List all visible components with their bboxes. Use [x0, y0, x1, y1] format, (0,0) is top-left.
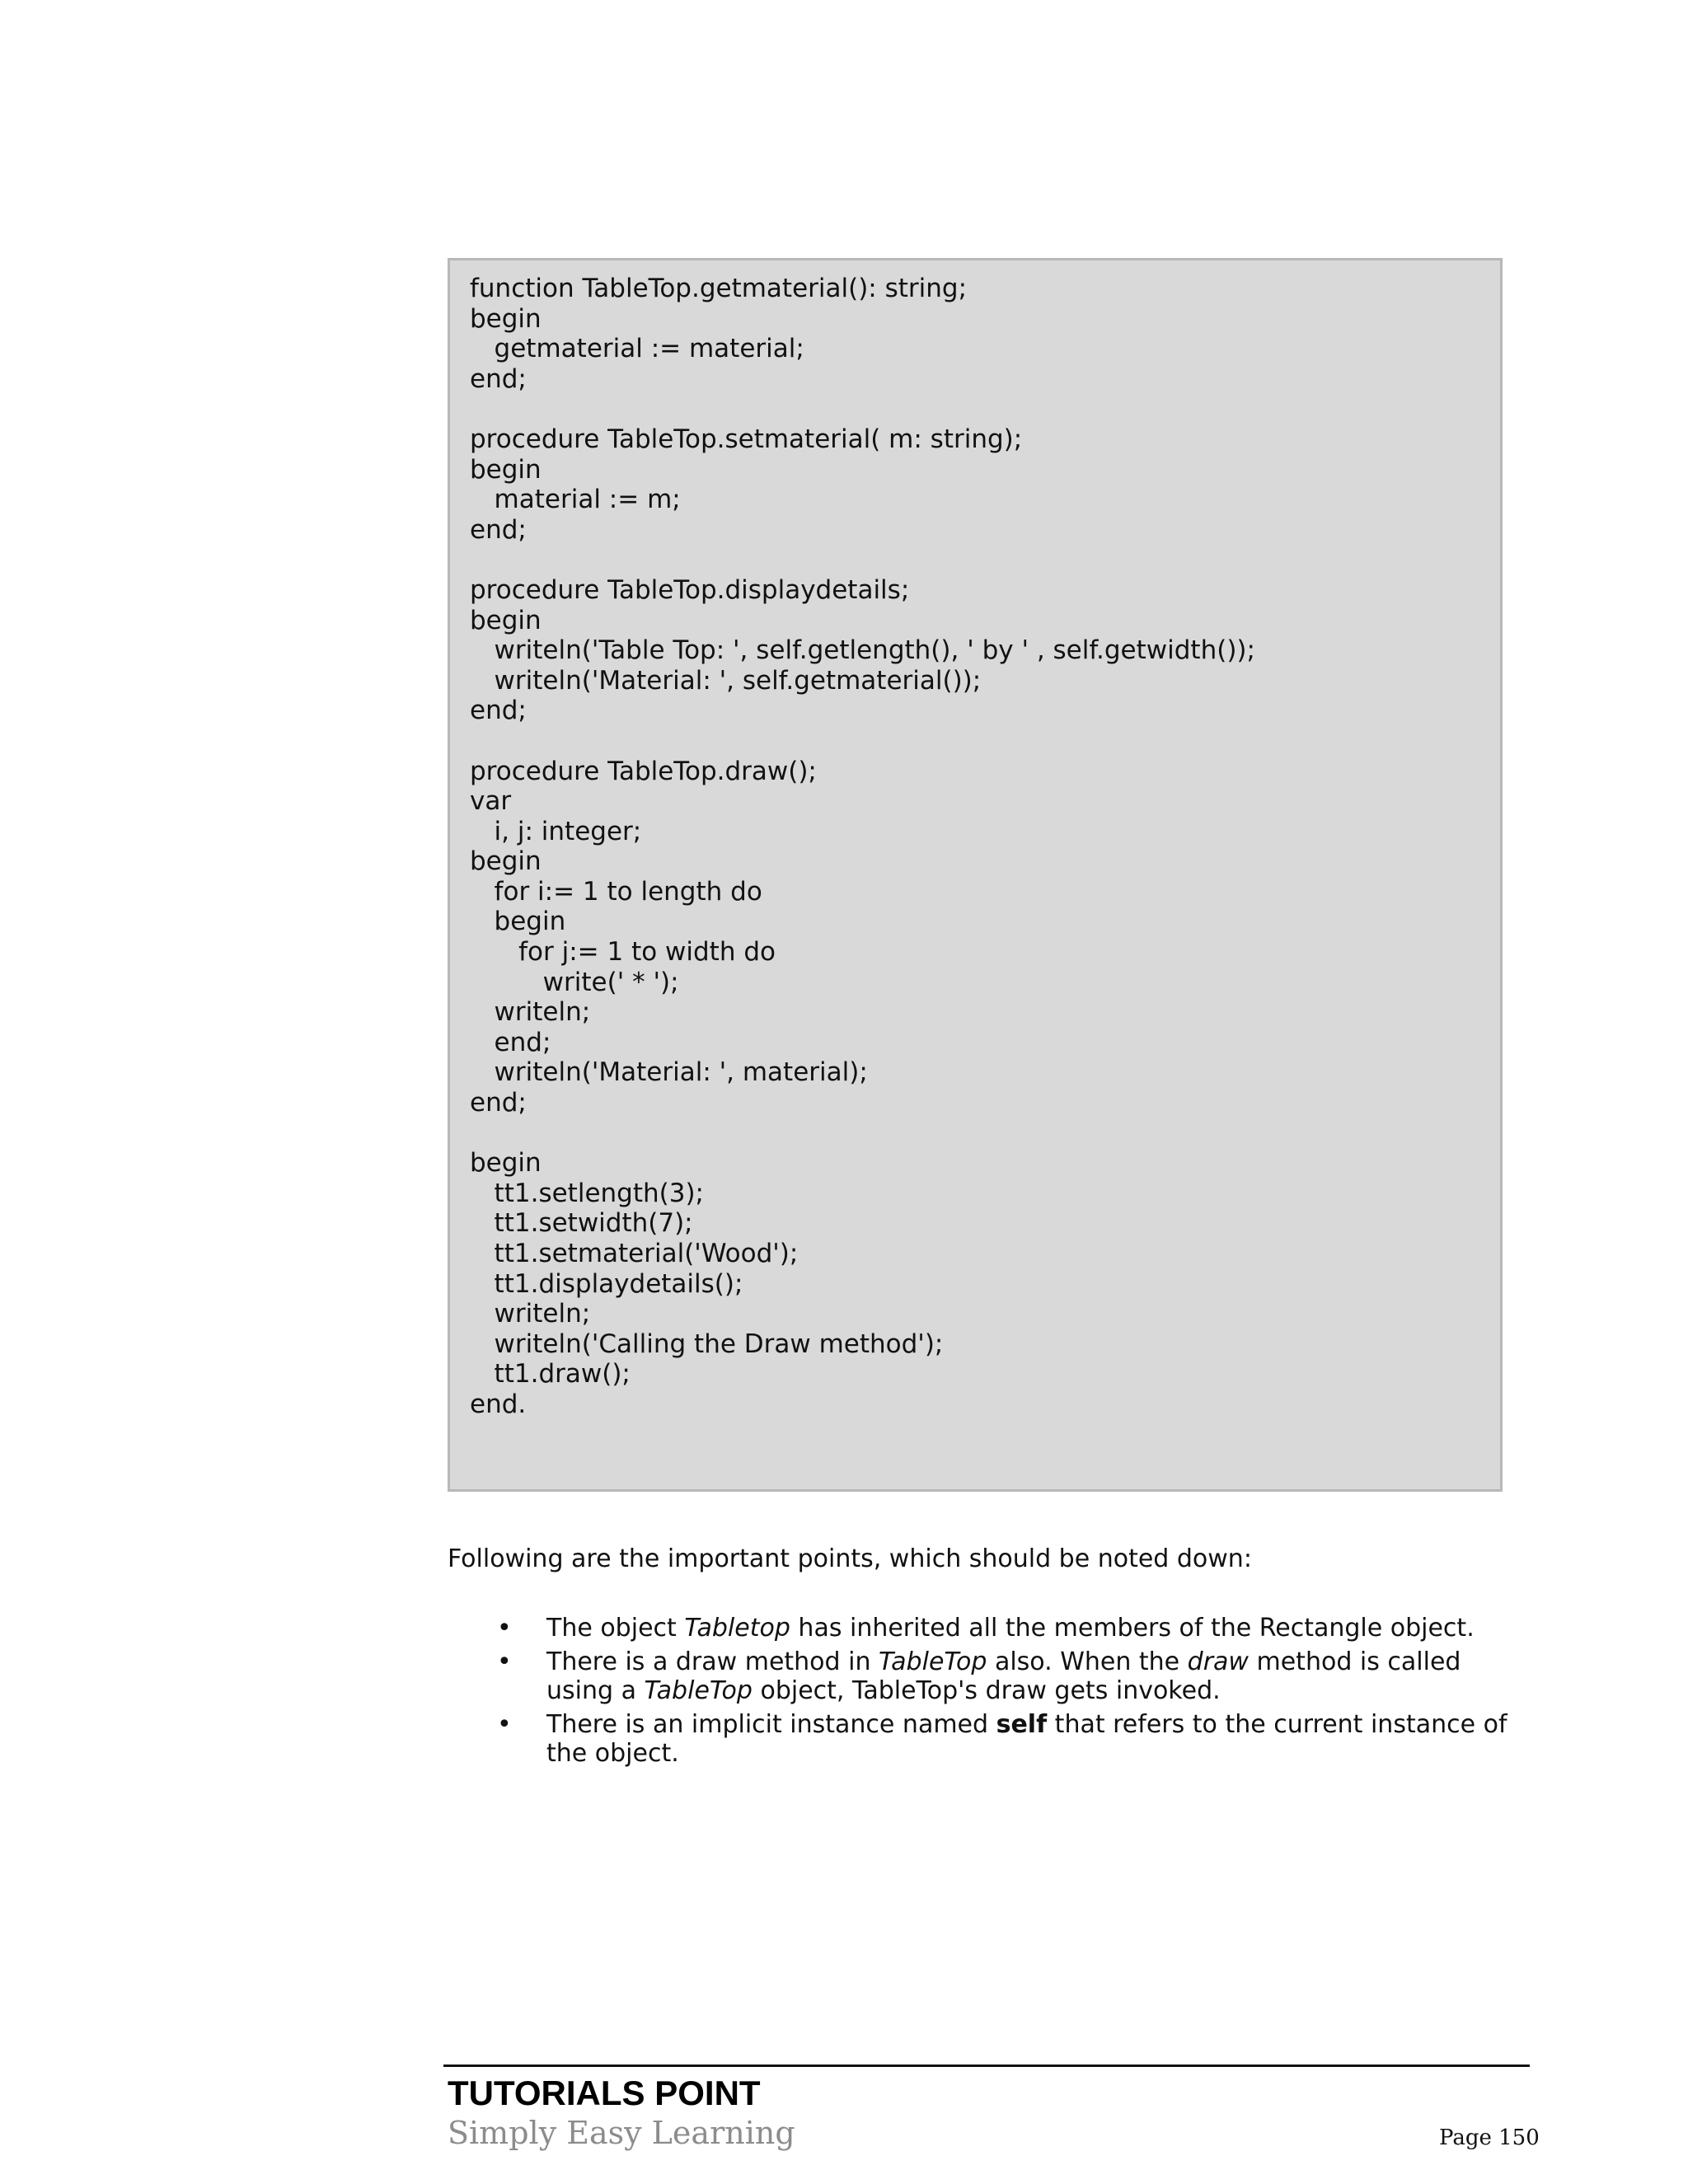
code-line: end;: [470, 363, 527, 394]
bullet-item: • There is a draw method in TableTop also. When the draw method is called using a TableTop object, TableTop's draw gets invoked.: [497, 1647, 1461, 1705]
code-line: tt1.draw();: [470, 1359, 631, 1390]
code-line: begin: [470, 605, 542, 635]
bullet-list: [448, 1614, 1519, 1773]
code-line: tt1.setlength(3);: [470, 1178, 704, 1208]
code-line: tt1.setmaterial('Wood');: [470, 1239, 799, 1268]
bullet-item: • The object Tabletop has inherited all the members of the Rectangle object.: [497, 1614, 1475, 1643]
code-line: [470, 726, 1500, 757]
bullet-dot-icon: •: [497, 1614, 512, 1643]
footer-tagline: Simply Easy Learning: [448, 2115, 795, 2151]
code-line: write(' * ');: [470, 967, 679, 997]
code-line: begin: [470, 303, 542, 334]
code-line: var: [470, 786, 512, 817]
code-line: begin: [470, 846, 542, 877]
code-line: tt1.setwidth(7);: [470, 1208, 693, 1239]
footer-rule: [443, 2064, 1530, 2067]
bullet-item: • There is an implicit instance named self that refers to the current instance of the object.: [497, 1710, 1507, 1768]
code-line: end;: [470, 696, 527, 726]
code-line: writeln('Material: ', material);: [470, 1057, 868, 1088]
code-line: end;: [470, 1027, 551, 1057]
code-line: function TableTop.getmaterial(): string;: [470, 274, 968, 303]
footer-brand: TUTORIALS POINT: [448, 2074, 761, 2112]
intro-text: Following are the important points, which should be noted down:: [448, 1544, 1252, 1573]
code-line: i, j: integer;: [470, 816, 642, 846]
bullet-dot-icon: •: [497, 1647, 512, 1676]
code-block: [448, 258, 1503, 1492]
code-line: begin: [470, 907, 566, 937]
code-line: material := m;: [470, 485, 681, 515]
code-line: getmaterial := material;: [470, 334, 804, 364]
code-line: tt1.displaydetails();: [470, 1268, 743, 1299]
code-line: [470, 545, 1500, 575]
code-line: end;: [470, 514, 527, 545]
code-line: writeln;: [470, 997, 591, 1028]
code-line: procedure TableTop.draw();: [470, 756, 817, 786]
code-line: [470, 394, 1500, 424]
code-line: begin: [470, 454, 542, 485]
code-line: procedure TableTop.displaydetails;: [470, 574, 910, 605]
code-line: [470, 1118, 1500, 1149]
code-line: end;: [470, 1088, 527, 1118]
code-line: writeln;: [470, 1299, 591, 1329]
bullet-dot-icon: •: [497, 1710, 512, 1739]
code-line: procedure TableTop.setmaterial( m: string);: [470, 424, 1023, 454]
code-line: writeln('Calling the Draw method');: [470, 1329, 944, 1359]
code-line: for j:= 1 to width do: [470, 937, 776, 968]
code-line: begin: [470, 1148, 542, 1179]
code-line: writeln('Material: ', self.getmaterial());: [470, 665, 982, 696]
page-number: Page 150: [1439, 2125, 1540, 2150]
code-line: end.: [470, 1389, 527, 1419]
code-line: for i:= 1 to length do: [470, 876, 762, 907]
code-line: writeln('Table Top: ', self.getlength(), ' by ' , self.getwidth());: [470, 635, 1255, 666]
